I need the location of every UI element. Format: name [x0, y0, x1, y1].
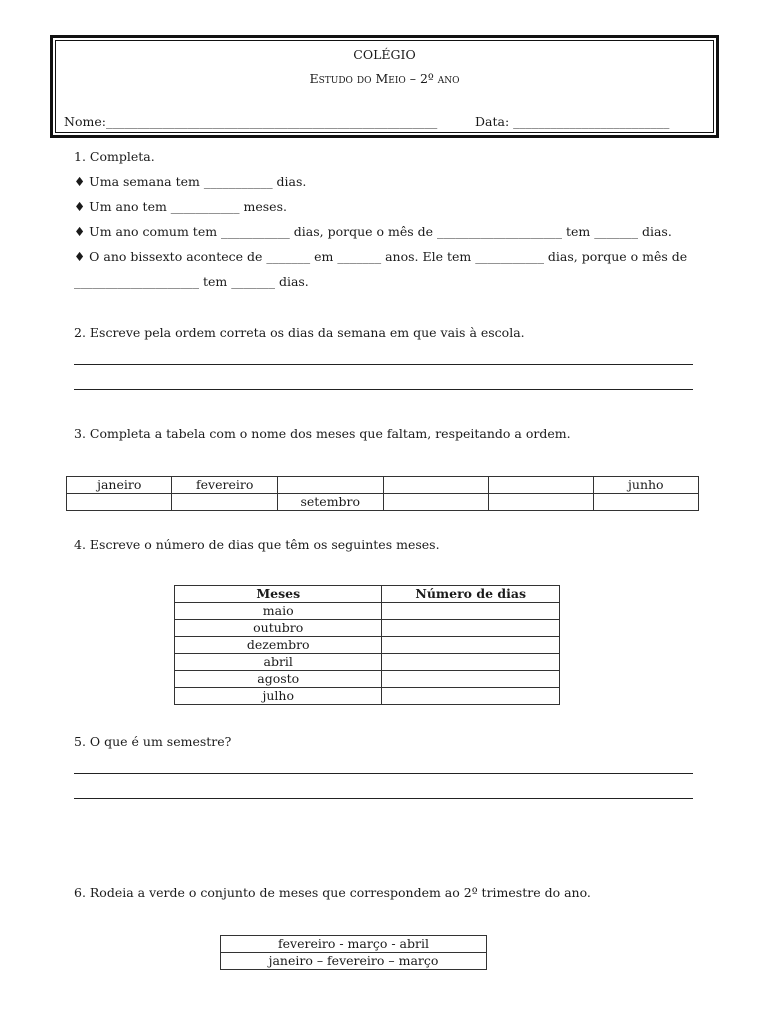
month-cell[interactable]: [593, 494, 698, 511]
header-box: [50, 35, 719, 138]
month-name: abril: [175, 654, 382, 671]
month-name: dezembro: [175, 637, 382, 654]
q3-title: 3. Completa a tabela com o nome dos meses que faltam, respeitando a ordem.: [74, 426, 571, 441]
month-name: maio: [175, 603, 382, 620]
table-row: [175, 637, 560, 654]
name-row: [64, 114, 437, 129]
name-blank[interactable]: _____________________________________________________: [105, 114, 438, 129]
month-cell[interactable]: [383, 477, 488, 494]
q2-answer-line-1[interactable]: [74, 364, 693, 365]
month-name: outubro: [175, 620, 382, 637]
month-cell[interactable]: [172, 494, 278, 511]
subject-title: Estudo do Meio – 2º ano: [309, 71, 460, 86]
table-row: [67, 494, 699, 511]
name-label: Nome:: [64, 114, 106, 129]
table-row: [175, 671, 560, 688]
month-cell[interactable]: junho: [593, 477, 698, 494]
month-cell[interactable]: [67, 494, 172, 511]
q1-line-3[interactable]: ♦ Um ano comum tem ___________ dias, porque o mês de ____________________ tem _______ dias.: [74, 224, 672, 239]
days-answer-cell[interactable]: [382, 637, 560, 654]
date-row: [475, 114, 669, 129]
q4-title: 4. Escreve o número de dias que têm os seguintes meses.: [74, 537, 440, 552]
q1-line-5[interactable]: ____________________ tem _______ dias.: [74, 274, 309, 289]
q5-answer-line-2[interactable]: [74, 798, 693, 799]
column-header-months: Meses: [175, 586, 382, 603]
days-answer-cell[interactable]: [382, 688, 560, 705]
q2-title: 2. Escreve pela ordem correta os dias da semana em que vais à escola.: [74, 325, 525, 340]
days-answer-cell[interactable]: [382, 620, 560, 637]
q1-line-4[interactable]: ♦ O ano bissexto acontece de _______ em _______ anos. Ele tem ___________ dias, porque o mês de: [74, 249, 688, 264]
month-name: julho: [175, 688, 382, 705]
date-label: Data:: [475, 114, 510, 129]
month-cell[interactable]: fevereiro: [172, 477, 278, 494]
table-row: [175, 688, 560, 705]
days-answer-cell[interactable]: [382, 603, 560, 620]
date-blank[interactable]: _________________________: [513, 114, 670, 129]
q2-answer-line-2[interactable]: [74, 389, 693, 390]
q1-title: 1. Completa.: [74, 149, 155, 164]
table-row: [67, 477, 699, 494]
trimester-options-table: [220, 935, 487, 970]
table-row: [175, 654, 560, 671]
q5-title: 5. O que é um semestre?: [74, 734, 232, 749]
months-order-table: [66, 476, 699, 511]
month-name: agosto: [175, 671, 382, 688]
table-row: [221, 936, 487, 953]
trimester-option[interactable]: janeiro – fevereiro – março: [221, 953, 487, 970]
q1-line-1[interactable]: ♦ Uma semana tem ___________ dias.: [74, 174, 307, 189]
table-row: [175, 603, 560, 620]
header-inner-border: [55, 40, 714, 133]
trimester-option[interactable]: fevereiro - março - abril: [221, 936, 487, 953]
q6-title: 6. Rodeia a verde o conjunto de meses que correspondem ao 2º trimestre do ano.: [74, 885, 591, 900]
table-row: [221, 953, 487, 970]
month-days-table: [174, 585, 560, 705]
month-cell[interactable]: [488, 477, 593, 494]
table-row: [175, 620, 560, 637]
school-name: COLÉGIO: [353, 47, 416, 62]
days-answer-cell[interactable]: [382, 654, 560, 671]
table-header-row: [175, 586, 560, 603]
q5-answer-line-1[interactable]: [74, 773, 693, 774]
month-cell[interactable]: [277, 477, 383, 494]
column-header-days: Número de dias: [382, 586, 560, 603]
month-cell[interactable]: setembro: [277, 494, 383, 511]
q1-line-2[interactable]: ♦ Um ano tem ___________ meses.: [74, 199, 287, 214]
month-cell[interactable]: janeiro: [67, 477, 172, 494]
days-answer-cell[interactable]: [382, 671, 560, 688]
month-cell[interactable]: [383, 494, 488, 511]
month-cell[interactable]: [488, 494, 593, 511]
